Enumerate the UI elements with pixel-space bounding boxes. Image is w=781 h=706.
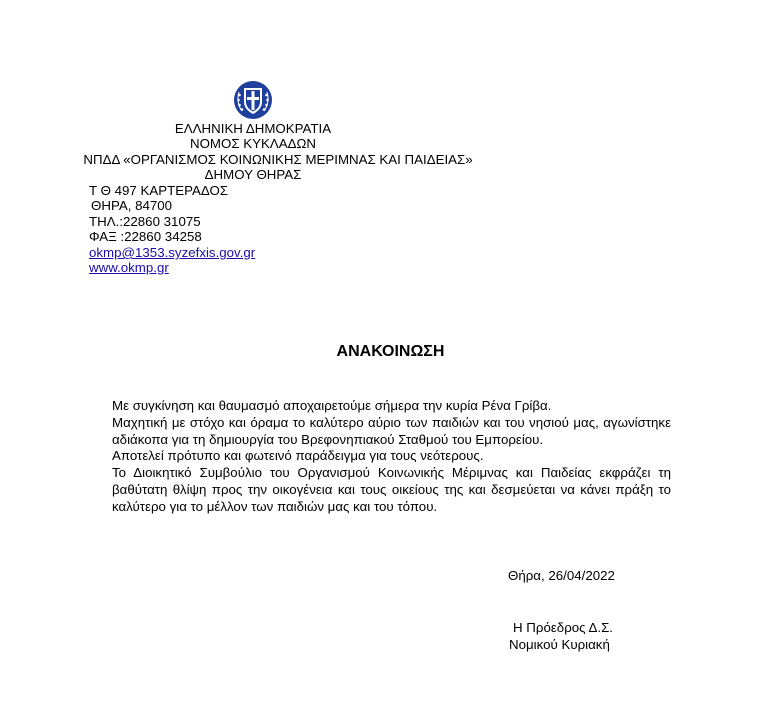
body-paragraph-3: Αποτελεί πρότυπο και φωτεινό παράδειγμα για τους νεότερους. [112,448,484,464]
announcement-title: ΑΝΑΚΟΙΝΩΣΗ [336,343,445,360]
contact-fax: ΦΑΞ :22860 34258 [89,229,202,244]
signature-name: Νομικού Κυριακή [509,637,610,652]
header-municipality: ΔΗΜΟΥ ΘΗΡΑΣ [204,167,302,182]
contact-email-link[interactable]: okmp@1353.syzefxis.gov.gr [89,245,256,260]
contact-city: ΘΗΡΑ, 84700 [91,198,173,213]
contact-po-box: Τ Θ 497 ΚΑΡΤΕΡΑΔΟΣ [89,183,229,198]
body-paragraph-4: Το Διοικητικό Συμβούλιο του Οργανισμού Κοινωνικής Μέριμνας και Παιδείας εκφράζει τη βαθύτατη θλίψη προς την οικογένεια και τους οικείους της και δεσμεύεται να κάνει πράξη το καλύτερο για το μέλλον των παιδιών μας και του τόπου. [112,465,671,514]
header-organization: ΝΠΔΔ «ΟΡΓΑΝΙΣΜΟΣ ΚΟΙΝΩΝΙΚΗΣ ΜΕΡΙΜΝΑΣ ΚΑΙ ΠΑΙΔΕΙΑΣ» [83,152,473,167]
greek-coat-of-arms-icon [233,80,273,120]
header-prefecture: ΝΟΜΟΣ ΚΥΚΛΑΔΩΝ [189,136,317,151]
signature-role: Η Πρόεδρος Δ.Σ. [513,620,614,635]
announcement-date: Θήρα, 26/04/2022 [508,568,615,583]
contact-phone: ΤΗΛ.:22860 31075 [89,214,201,229]
contact-website-link[interactable]: www.okmp.gr [89,260,169,275]
body-paragraph-2: Μαχητική με στόχο και όραμα το καλύτερο αύριο των παιδιών και του νησιού μας, αγωνίστηκε αδιάκοπα για τη δημιουργία του Βρεφονηπιακού Σταθμού του Εμπορείου. [112,414,671,447]
body-paragraph-1: Με συγκίνηση και θαυμασμό αποχαιρετούμε σήμερα την κυρία Ρένα Γρίβα. [112,398,552,413]
header-country: ΕΛΛΗΝΙΚΗ ΔΗΜΟΚΡΑΤΙΑ [174,121,332,136]
announcement-body [112,398,671,516]
